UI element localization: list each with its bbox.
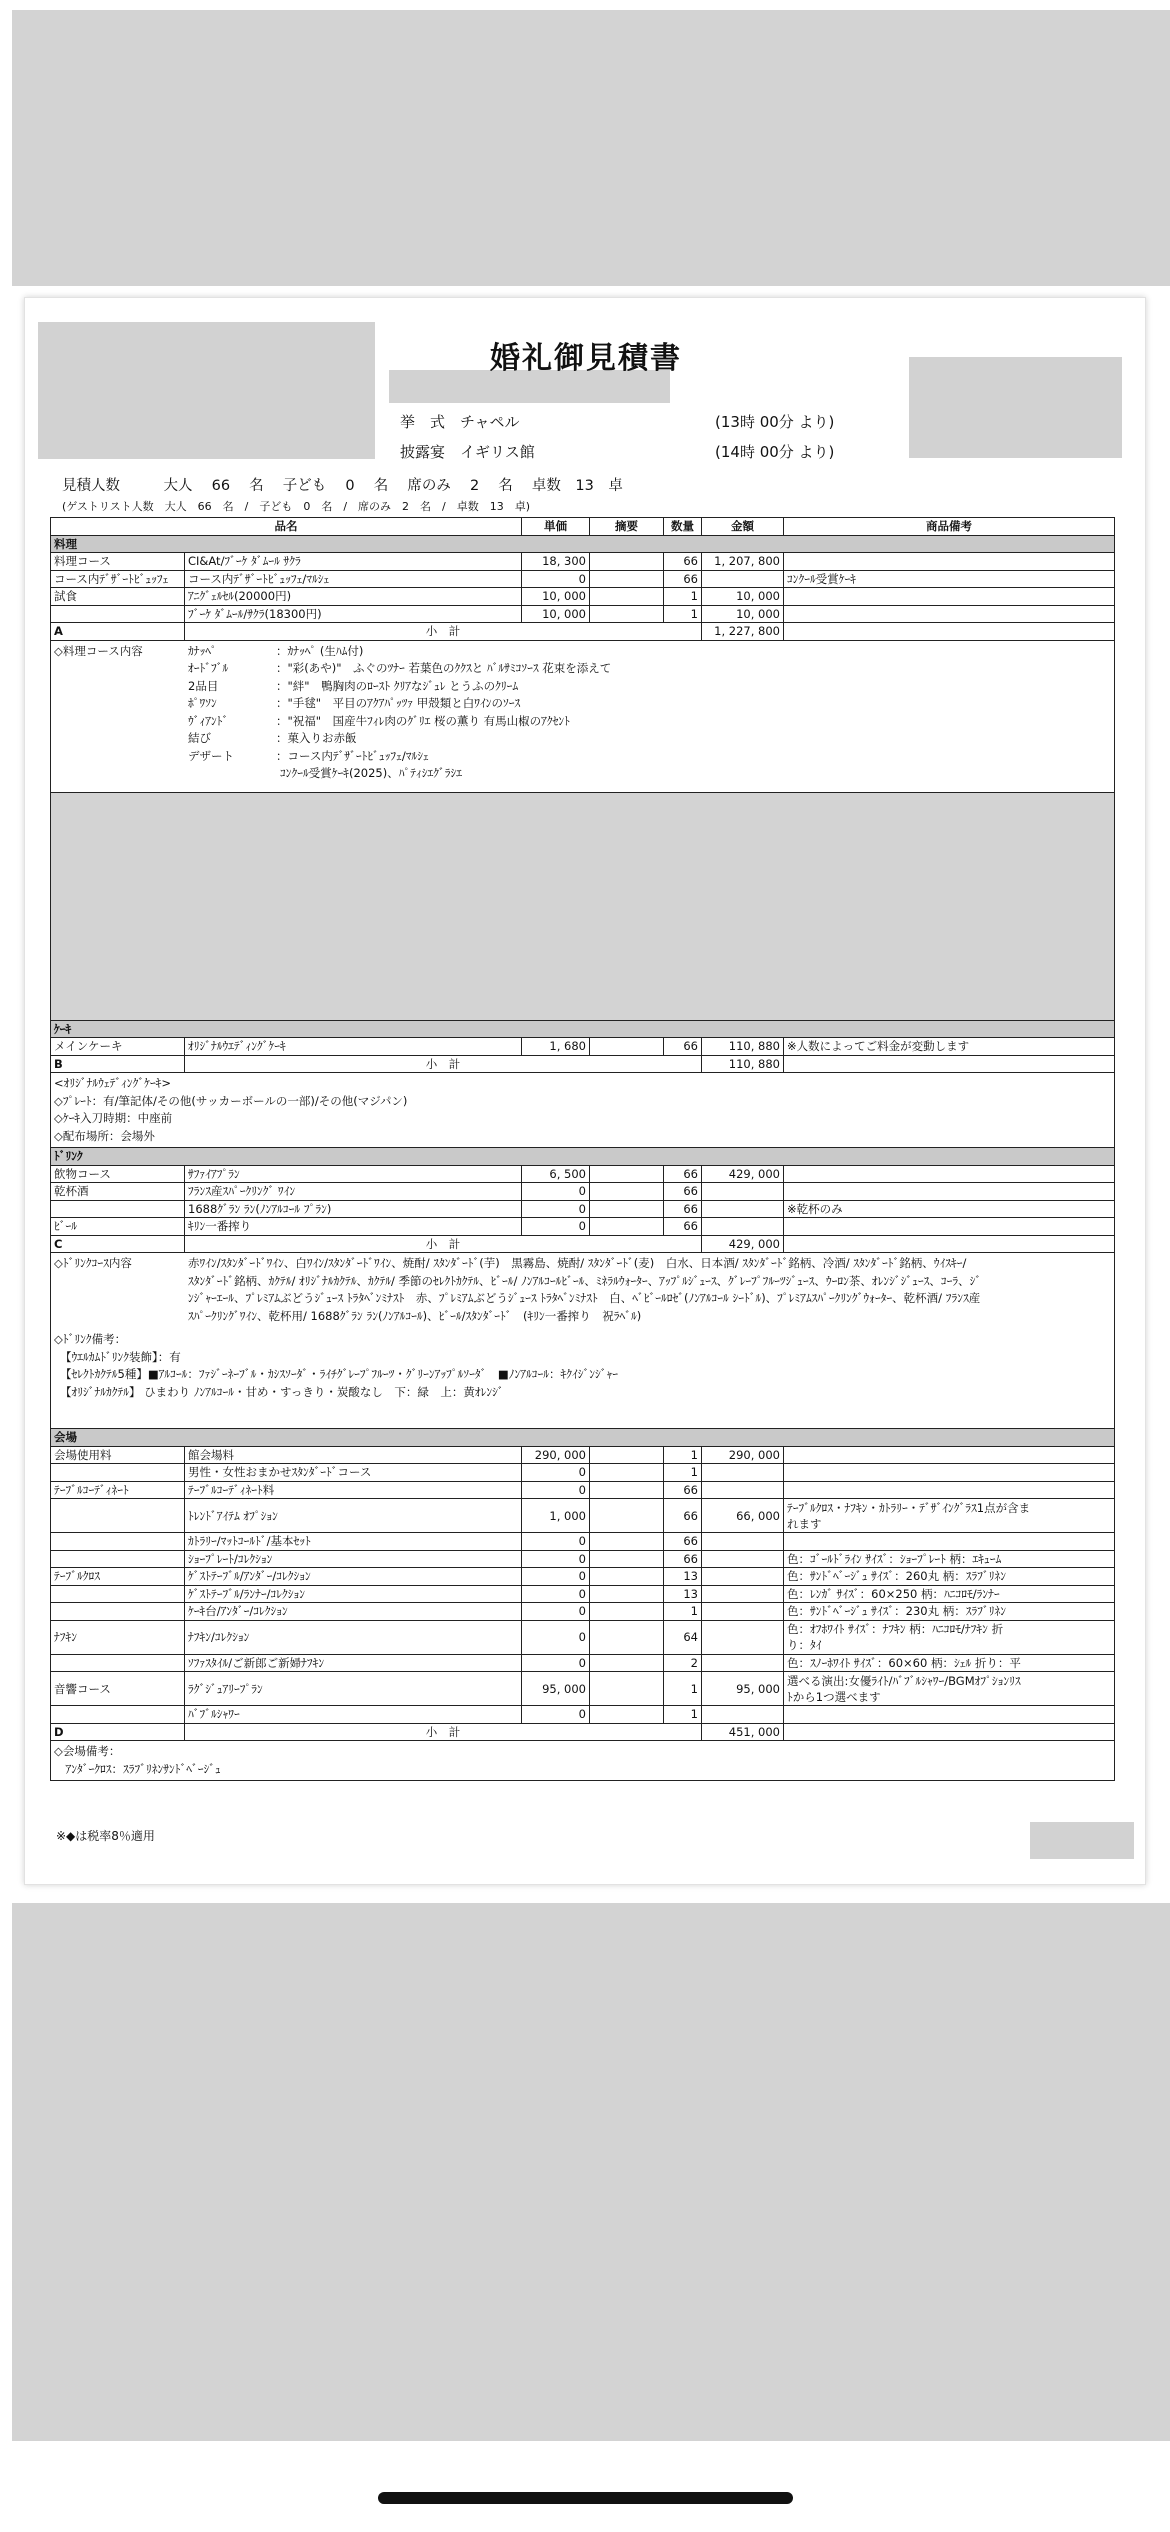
item-quantity: 1 (664, 1464, 702, 1482)
subtotal-row (51, 1235, 1115, 1253)
section-title: ｹｰｷ (51, 1020, 1115, 1038)
section-title: 会場 (51, 1429, 1115, 1447)
item-name: ﾌﾗﾝｽ産ｽﾊﾟｰｸﾘﾝｸﾞ ﾜｲﾝ (185, 1183, 522, 1201)
item-quantity: 66 (664, 1499, 702, 1533)
item-category: ﾃｰﾌﾞﾙｸﾛｽ (51, 1568, 185, 1586)
subtotal-letter: A (51, 623, 185, 641)
item-unit-price: 0 (522, 1706, 590, 1724)
table-row (51, 588, 1115, 606)
redacted-band (51, 792, 1115, 1020)
table-row (51, 1654, 1115, 1672)
document-title: 婚礼御見積書 (490, 341, 682, 376)
item-unit-price: 10, 000 (522, 605, 590, 623)
item-quantity: 66 (664, 1550, 702, 1568)
item-quantity: 66 (664, 1218, 702, 1236)
section-header (51, 1148, 1115, 1166)
redacted-bottom-area (12, 1903, 1170, 2441)
item-amount (702, 1200, 784, 1218)
course-note-label: ｳﾞｨｱﾝﾄﾞ (188, 713, 229, 728)
item-remarks (784, 1446, 1115, 1464)
item-unit-price: 0 (522, 1603, 590, 1621)
item-category (51, 1706, 185, 1724)
course-note-lead (54, 713, 188, 731)
item-amount: 110, 880 (702, 1038, 784, 1056)
item-unit-price: 0 (522, 1200, 590, 1218)
item-category: 飲物コース (51, 1165, 185, 1183)
item-unit-price: 0 (522, 1620, 590, 1654)
item-name: 1688ｸﾞﾗﾝ ﾗﾝ(ﾉﾝｱﾙｺｰﾙ ﾌﾟﾗﾝ) (185, 1200, 522, 1218)
course-note (54, 765, 1111, 783)
item-category (51, 605, 185, 623)
course-note-text: ：ｶﾅｯﾍﾟ (生ﾊﾑ付) (276, 643, 364, 658)
course-note (54, 643, 1111, 661)
column-header-price: 単価 (522, 518, 590, 536)
course-note-text: ："祝福" 国産牛ﾌｨﾚ肉のｸﾞﾘｴ 桜の薫り 有馬山椒のｱｸｾﾝﾄ (276, 713, 570, 728)
item-summary (590, 1038, 664, 1056)
subtotal-blank (784, 623, 1115, 641)
item-name: ｿﾌｧｽﾀｲﾙ/ご新郎ご新婦ﾅﾌｷﾝ (185, 1654, 522, 1672)
item-unit-price: 290, 000 (522, 1446, 590, 1464)
item-unit-price: 95, 000 (522, 1672, 590, 1706)
course-note-lead (54, 678, 188, 696)
item-name: ﾃｰﾌﾞﾙｺｰﾃﾞｨﾈｰﾄ料 (185, 1481, 522, 1499)
subtotal-letter: C (51, 1235, 185, 1253)
drink-note-text: ｽﾊﾟｰｸﾘﾝｸﾞﾜｲﾝ、乾杯用/ 1688ｸﾞﾗﾝ ﾗﾝ(ﾉﾝｱﾙｺｰﾙ)、ﾋﾞｰﾙ/ｽﾀﾝﾀﾞｰﾄﾞ (ｷﾘﾝ一番搾り 祝ﾗﾍﾞﾙ) (188, 1308, 642, 1323)
item-summary (590, 588, 664, 606)
item-remarks (784, 553, 1115, 571)
course-note-text: ："彩(あや)" ふぐのﾂﾅｰ 若葉色のｸｸｽと ﾊﾞﾙｻﾐｺｿｰｽ 花束を添えて (276, 661, 612, 675)
course-note-lead (54, 748, 188, 766)
item-category (51, 1550, 185, 1568)
redacted-stamp (909, 357, 1122, 458)
item-category: 乾杯酒 (51, 1183, 185, 1201)
course-note-lead (54, 765, 188, 783)
venue-note: ◇会場備考： (54, 1744, 121, 1758)
item-quantity: 1 (664, 605, 702, 623)
course-note-text: ｺﾝｸｰﾙ受賞ｹｰｷ(2025)、ﾊﾟﾃｨｼｴｸﾞﾗｼｴ (280, 766, 462, 780)
column-header-summary: 摘要 (590, 518, 664, 536)
reception-label: 披露宴 (400, 443, 446, 461)
column-header-name: 品名 (51, 518, 522, 536)
item-name: 館会場料 (185, 1446, 522, 1464)
table-row (51, 1499, 1115, 1533)
item-amount (702, 1706, 784, 1724)
drink-remark: 【ｳｴﾙｶﾑﾄﾞﾘﾝｸ装飾】：有 (60, 1349, 181, 1364)
drink-note (54, 1273, 1111, 1291)
course-note-lead (54, 730, 188, 748)
column-header-qty: 数量 (664, 518, 702, 536)
redacted-top-area (12, 10, 1170, 286)
course-note-lead (54, 695, 188, 713)
item-name: ｻﾌｧｲｱﾌﾟﾗﾝ (185, 1165, 522, 1183)
course-note (54, 748, 1111, 766)
column-header-amount: 金額 (702, 518, 784, 536)
venue-note: ｱﾝﾀﾞｰｸﾛｽ：ｽﾗﾌﾞﾘﾈﾝｻﾝﾄﾞﾍﾞｰｼﾞｭ (54, 1761, 221, 1776)
item-quantity: 1 (664, 1672, 702, 1706)
item-remarks: 色：ｽﾉｰﾎﾜｲﾄ ｻｲｽﾞ：60×60 柄：ｼｪﾙ 折り：平 (784, 1654, 1115, 1672)
drink-note (54, 1308, 1111, 1326)
course-notes-cell (51, 640, 1115, 792)
subtotal-label: 小 計 (185, 623, 702, 641)
table-row (51, 1550, 1115, 1568)
drink-notes-cell (51, 1253, 1115, 1429)
item-category: 料理コース (51, 553, 185, 571)
item-remarks (784, 1706, 1115, 1724)
course-note-label: ﾎﾟﾜｿﾝ (188, 696, 217, 710)
item-remarks (784, 1183, 1115, 1201)
item-quantity: 1 (664, 1706, 702, 1724)
course-note (54, 695, 1111, 713)
item-unit-price: 0 (522, 1533, 590, 1551)
course-note-text: ：コース内ﾃﾞｻﾞｰﾄﾋﾞｭｯﾌｪ/ﾏﾙｼｪ (276, 748, 429, 763)
item-unit-price: 0 (522, 1568, 590, 1586)
item-summary (590, 1464, 664, 1482)
item-summary (590, 553, 664, 571)
redacted-footer (1030, 1822, 1134, 1859)
item-summary (590, 1533, 664, 1551)
item-quantity: 66 (664, 1165, 702, 1183)
table-row (51, 1568, 1115, 1586)
item-category: ﾋﾞｰﾙ (51, 1218, 185, 1236)
section-header (51, 1429, 1115, 1447)
cake-note: <ｵﾘｼﾞﾅﾙｳｪﾃﾞｨﾝｸﾞｹｰｷ> (54, 1076, 172, 1090)
item-amount: 95, 000 (702, 1672, 784, 1706)
item-summary (590, 1183, 664, 1201)
item-remarks: ※人数によってご料金が変動します (784, 1038, 1115, 1056)
item-name: ﾌﾞｰｹ ﾀﾞﾑｰﾙ/ｻｸﾗ(18300円) (185, 605, 522, 623)
course-note (54, 713, 1111, 731)
item-name: ｹﾞｽﾄﾃｰﾌﾞﾙ/ﾗﾝﾅｰ/ｺﾚｸｼｮﾝ (185, 1585, 522, 1603)
subtotal-label: 小 計 (185, 1723, 702, 1741)
item-amount: 10, 000 (702, 588, 784, 606)
subtotal-row (51, 1055, 1115, 1073)
course-note-label: 結び (188, 731, 211, 745)
course-note (54, 678, 1111, 696)
item-remarks (784, 1533, 1115, 1551)
item-remarks: 色：ﾚﾝｶﾞ ｻｲｽﾞ：60×250 柄：ﾊﾆｺﾛﾓ/ﾗﾝﾅｰ (784, 1585, 1115, 1603)
item-unit-price: 6, 500 (522, 1165, 590, 1183)
item-summary (590, 1200, 664, 1218)
item-category (51, 1603, 185, 1621)
item-summary (590, 1165, 664, 1183)
table-row (51, 605, 1115, 623)
item-name: ｹｰｷ台/ｱﾝﾀﾞｰ/ｺﾚｸｼｮﾝ (185, 1603, 522, 1621)
item-category (51, 1654, 185, 1672)
item-amount (702, 1620, 784, 1654)
drink-note-lead (54, 1273, 188, 1291)
item-name: ｵﾘｼﾞﾅﾙｳｴﾃﾞｨﾝｸﾞｹｰｷ (185, 1038, 522, 1056)
table-row (51, 1620, 1115, 1654)
item-amount (702, 1654, 784, 1672)
item-amount (702, 1218, 784, 1236)
section-title: 料理 (51, 535, 1115, 553)
subtotal-blank (784, 1055, 1115, 1073)
item-amount (702, 1550, 784, 1568)
item-amount (702, 1533, 784, 1551)
table-row (51, 1165, 1115, 1183)
item-name: ﾄﾚﾝﾄﾞｱｲﾃﾑ ｵﾌﾟｼｮﾝ (185, 1499, 522, 1533)
item-summary (590, 1620, 664, 1654)
item-remarks (784, 588, 1115, 606)
drink-notes (51, 1253, 1115, 1429)
item-name: ｱﾆｸﾞｪﾙｾﾙ(20000円) (185, 588, 522, 606)
item-amount (702, 1183, 784, 1201)
item-amount: 66, 000 (702, 1499, 784, 1533)
item-unit-price: 0 (522, 1550, 590, 1568)
item-summary (590, 1550, 664, 1568)
table-row (51, 1706, 1115, 1724)
table-row (51, 1200, 1115, 1218)
item-amount: 10, 000 (702, 605, 784, 623)
item-remarks: 色：ｻﾝﾄﾞﾍﾞｰｼﾞｭ ｻｲｽﾞ：230丸 柄：ｽﾗﾌﾞﾘﾈﾝ (784, 1603, 1115, 1621)
table-row (51, 1603, 1115, 1621)
item-quantity: 66 (664, 1183, 702, 1201)
item-unit-price: 0 (522, 1654, 590, 1672)
item-summary (590, 1672, 664, 1706)
reception-time: (14時 00分 より) (715, 443, 835, 461)
item-remarks: 色：ｵﾌﾎﾜｲﾄ ｻｲｽﾞ：ﾅﾌｷﾝ 柄：ﾊﾆｺﾛﾓ/ﾅﾌｷﾝ 折 り：ﾀｲ (784, 1620, 1115, 1654)
venue-notes (51, 1741, 1115, 1781)
section-header (51, 1020, 1115, 1038)
drink-note-text: ｽﾀﾝﾀﾞｰﾄﾞ銘柄、ｶｸﾃﾙ/ ｵﾘｼﾞﾅﾙｶｸﾃﾙ、ｶｸﾃﾙ/ 季節のｾﾚｸﾄｶｸﾃﾙ、ﾋﾞｰﾙ/ ﾉﾝｱﾙｺｰﾙﾋﾞｰﾙ、ﾐﾈﾗﾙｳｫｰﾀｰ、ｱｯﾌﾟﾙｼﾞｭｰｽ、ｸﾞﾚｰﾌﾟﾌﾙｰﾂｼﾞｭｰｽ、ｳｰﾛﾝ茶、ｵﾚﾝｼﾞｼﾞｭｰｽ、ｺｰﾗ、ｼﾞ (188, 1273, 982, 1288)
item-name: ｼｮｰﾌﾟﾚｰﾄ/ｺﾚｸｼｮﾝ (185, 1550, 522, 1568)
item-amount (702, 1464, 784, 1482)
item-summary (590, 1446, 664, 1464)
subtotal-label: 小 計 (185, 1055, 702, 1073)
course-note (54, 660, 1111, 678)
subtotal-row (51, 1723, 1115, 1741)
drink-note (54, 1255, 1111, 1273)
drink-note-lead: ◇ﾄﾞﾘﾝｸｺｰｽ内容 (54, 1256, 132, 1270)
redacted-section (51, 792, 1115, 1020)
course-note (54, 730, 1111, 748)
table-row (51, 1585, 1115, 1603)
item-unit-price: 18, 300 (522, 553, 590, 571)
item-quantity: 66 (664, 1481, 702, 1499)
subtotal-amount: 110, 880 (702, 1055, 784, 1073)
course-note-text: ："手毬" 平目のｱｸｱﾊﾟｯﾂｧ 甲殻類と白ﾜｲﾝのｿｰｽ (276, 696, 521, 710)
drink-note-lead (54, 1290, 188, 1308)
item-quantity: 13 (664, 1585, 702, 1603)
item-unit-price: 0 (522, 1218, 590, 1236)
column-header-remarks: 商品備考 (784, 518, 1115, 536)
subtotal-amount: 429, 000 (702, 1235, 784, 1253)
item-category (51, 1499, 185, 1533)
item-quantity: 66 (664, 553, 702, 571)
item-amount (702, 1603, 784, 1621)
course-note-label: デザート (188, 748, 234, 763)
item-name: ﾅﾌｷﾝ/ｺﾚｸｼｮﾝ (185, 1620, 522, 1654)
item-quantity: 1 (664, 588, 702, 606)
table-row (51, 1533, 1115, 1551)
item-name: ｹﾞｽﾄﾃｰﾌﾞﾙ/ｱﾝﾀﾞｰ/ｺﾚｸｼｮﾝ (185, 1568, 522, 1586)
item-unit-price: 0 (522, 1183, 590, 1201)
item-unit-price: 1, 000 (522, 1499, 590, 1533)
item-remarks: 選べる演出:女優ﾗｲﾄ/ﾊﾞﾌﾞﾙｼｬﾜｰ/BGMｵﾌﾟｼｮﾝﾘｽ ﾄから1つ選べます (784, 1672, 1115, 1706)
item-summary (590, 1218, 664, 1236)
home-indicator[interactable] (378, 2492, 793, 2504)
drink-note-lead (54, 1308, 188, 1326)
section-header (51, 535, 1115, 553)
item-name: 男性・女性おまかせｽﾀﾝﾀﾞｰﾄﾞコース (185, 1464, 522, 1482)
reception-venue: イギリス館 (460, 443, 535, 461)
item-name: ﾊﾞﾌﾞﾙｼｬﾜｰ (185, 1706, 522, 1724)
item-remarks: ﾃｰﾌﾞﾙｸﾛｽ・ﾅﾌｷﾝ・ｶﾄﾗﾘｰ・ﾃﾞｻﾞｲﾝｸﾞﾗｽ1点が含ま れます (784, 1499, 1115, 1533)
subtotal-letter: D (51, 1723, 185, 1741)
tax-note: ※◆は税率8％適用 (56, 1829, 155, 1843)
cake-note: ◇ﾌﾟﾚｰﾄ：有/筆記体/その他(サッカーボールの一部)/その他(マジパン) (54, 1093, 408, 1108)
drink-note-text: 赤ﾜｲﾝ/ｽﾀﾝﾀﾞｰﾄﾞﾜｲﾝ、白ﾜｲﾝ/ｽﾀﾝﾀﾞｰﾄﾞﾜｲﾝ、焼酎/ ｽﾀﾝﾀﾞｰﾄﾞ(芋) 黒霧島、焼酎/ ｽﾀﾝﾀﾞｰﾄﾞ(麦) 白水、日本酒/ ｽﾀﾝﾀﾞｰﾄﾞ銘柄、冷酒/ ｽﾀﾝﾀﾞｰﾄﾞ銘柄、ｳｲｽｷｰ/ (188, 1256, 967, 1270)
subtotal-amount: 451, 000 (702, 1723, 784, 1741)
table-header (51, 518, 1115, 536)
item-category: コース内ﾃﾞｻﾞｰﾄﾋﾞｭｯﾌｪ (51, 570, 185, 588)
cake-note: ◇ｹｰｷ入刀時期：中座前 (54, 1111, 173, 1125)
item-quantity: 2 (664, 1654, 702, 1672)
subtotal-amount: 1, 227, 800 (702, 623, 784, 641)
subtotal-row (51, 623, 1115, 641)
item-remarks: ｺﾝｸｰﾙ受賞ｹｰｷ (784, 570, 1115, 588)
item-quantity: 66 (664, 1038, 702, 1056)
drink-remark: ◇ﾄﾞﾘﾝｸ備考： (54, 1332, 127, 1346)
estimate-table (50, 517, 1115, 1781)
item-remarks (784, 1218, 1115, 1236)
course-note-label (188, 765, 276, 783)
drink-note (54, 1290, 1111, 1308)
item-category: ﾅﾌｷﾝ (51, 1620, 185, 1654)
item-remarks (784, 1464, 1115, 1482)
drink-remark: 【ｵﾘｼﾞﾅﾙｶｸﾃﾙ】 ひまわり ﾉﾝｱﾙｺｰﾙ・甘め・すっきり・炭酸なし 下：緑 上：黄ｵﾚﾝｼﾞ (60, 1384, 504, 1399)
item-unit-price: 0 (522, 1481, 590, 1499)
item-amount (702, 1568, 784, 1586)
subtotal-letter: B (51, 1055, 185, 1073)
item-remarks (784, 1165, 1115, 1183)
item-summary (590, 1568, 664, 1586)
course-notes (51, 640, 1115, 792)
course-note-label: ｶﾅｯﾍﾟ (188, 643, 217, 658)
table-row (51, 1218, 1115, 1236)
item-summary (590, 605, 664, 623)
course-note-text: ：菓入りお赤飯 (276, 731, 357, 745)
table-row (51, 1481, 1115, 1499)
venue-notes-cell (51, 1741, 1115, 1781)
item-summary (590, 1585, 664, 1603)
cake-note: ◇配布場所：会場外 (54, 1128, 155, 1143)
drink-note-text: ﾝｼﾞｬｰｴｰﾙ、ﾌﾟﾚﾐｱﾑぶどうｼﾞｭｰｽ ﾄﾗﾀﾍﾞﾝﾐﾅｽﾄ 赤、ﾌﾟﾚﾐｱﾑぶどうｼﾞｭｰｽ ﾄﾗﾀﾍﾞﾝﾐﾅｽﾄ 白、ﾍﾞﾋﾞｰﾙﾛｾﾞ(ﾉﾝｱﾙｺｰﾙ ｼｰﾄﾞﾙ)、ﾌﾟﾚﾐｱﾑｽﾊﾟｰｸﾘﾝｸﾞｳｫｰﾀｰ、乾杯酒/ ﾌﾗﾝｽ産 (188, 1291, 981, 1305)
ceremony-venue: チャペル (460, 413, 520, 431)
cake-notes (51, 1073, 1115, 1148)
item-category: 音響コース (51, 1672, 185, 1706)
table-row (51, 1464, 1115, 1482)
headcount-summary: 見積人数 大人 66 名 子ども 0 名 席のみ 2 名 卓数 13 卓 (62, 478, 623, 494)
item-name: ｷﾘﾝ一番搾り (185, 1218, 522, 1236)
ceremony-label: 挙 式 (400, 413, 446, 431)
subtotal-blank (784, 1723, 1115, 1741)
item-remarks (784, 605, 1115, 623)
item-category: 試食 (51, 588, 185, 606)
item-summary (590, 1603, 664, 1621)
item-remarks: ※乾杯のみ (784, 1200, 1115, 1218)
item-name: CI&At/ﾌﾞｰｹ ﾀﾞﾑｰﾙ ｻｸﾗ (185, 553, 522, 571)
item-quantity: 66 (664, 1533, 702, 1551)
item-summary (590, 1499, 664, 1533)
item-quantity: 66 (664, 1200, 702, 1218)
item-category: 会場使用料 (51, 1446, 185, 1464)
course-note-label: 2品目 (188, 678, 219, 693)
item-category: ﾃｰﾌﾞﾙｺｰﾃﾞｨﾈｰﾄ (51, 1481, 185, 1499)
course-note-lead (54, 660, 188, 678)
guestlist-summary: (ゲストリスト人数 大人 66 名 / 子ども 0 名 / 席のみ 2 名 / 卓数 13 卓) (62, 500, 531, 513)
table-row (51, 570, 1115, 588)
item-summary (590, 1654, 664, 1672)
redacted-logo (38, 322, 375, 459)
table-row (51, 1446, 1115, 1464)
item-unit-price: 0 (522, 1464, 590, 1482)
item-quantity: 1 (664, 1446, 702, 1464)
subtotal-label: 小 計 (185, 1235, 702, 1253)
ceremony-time: (13時 00分 より) (715, 413, 835, 431)
item-unit-price: 0 (522, 570, 590, 588)
course-note-lead: ◇料理コース内容 (54, 643, 143, 658)
item-amount: 429, 000 (702, 1165, 784, 1183)
table-row (51, 553, 1115, 571)
item-category: メインケーキ (51, 1038, 185, 1056)
item-category (51, 1585, 185, 1603)
item-quantity: 1 (664, 1603, 702, 1621)
item-category (51, 1200, 185, 1218)
item-amount (702, 1585, 784, 1603)
item-name: ｶﾄﾗﾘｰ/ﾏｯﾄｺｰﾙﾄﾞ/基本ｾｯﾄ (185, 1533, 522, 1551)
item-name: ﾗｸﾞｼﾞｭｱﾘｰﾌﾟﾗﾝ (185, 1672, 522, 1706)
subtotal-blank (784, 1235, 1115, 1253)
table-row (51, 1038, 1115, 1056)
section-title: ﾄﾞﾘﾝｸ (51, 1148, 1115, 1166)
item-unit-price: 0 (522, 1585, 590, 1603)
item-name: コース内ﾃﾞｻﾞｰﾄﾋﾞｭｯﾌｪ/ﾏﾙｼｪ (185, 570, 522, 588)
item-amount (702, 570, 784, 588)
item-amount (702, 1481, 784, 1499)
cake-notes-cell (51, 1073, 1115, 1148)
item-quantity: 66 (664, 570, 702, 588)
item-quantity: 64 (664, 1620, 702, 1654)
drink-remark: 【ｾﾚｸﾄｶｸﾃﾙ5種】■ｱﾙｺｰﾙ：ﾌｧｼﾞｰﾈｰﾌﾞﾙ・ｶｼｽｿｰﾀﾞ・ﾗｲﾁｸﾞﾚｰﾌﾟﾌﾙｰﾂ・ｸﾞﾘｰﾝｱｯﾌﾟﾙｿｰﾀﾞ ■ﾉﾝｱﾙｺｰﾙ：ｷｸｲｼﾞﾝｼﾞｬｰ (60, 1367, 619, 1381)
item-quantity: 13 (664, 1568, 702, 1586)
item-category (51, 1533, 185, 1551)
item-unit-price: 1, 680 (522, 1038, 590, 1056)
item-amount: 1, 207, 800 (702, 553, 784, 571)
course-note-label: ｵｰﾄﾞﾌﾞﾙ (188, 661, 229, 675)
item-category (51, 1464, 185, 1482)
item-summary (590, 1481, 664, 1499)
item-summary (590, 1706, 664, 1724)
item-unit-price: 10, 000 (522, 588, 590, 606)
item-summary (590, 570, 664, 588)
item-remarks: 色：ｻﾝﾄﾞﾍﾞｰｼﾞｭ ｻｲｽﾞ：260丸 柄：ｽﾗﾌﾞﾘﾈﾝ (784, 1568, 1115, 1586)
table-row (51, 1183, 1115, 1201)
table-row (51, 1672, 1115, 1706)
item-remarks: 色：ｺﾞｰﾙﾄﾞﾗｲﾝ ｻｲｽﾞ：ｼｮｰﾌﾟﾚｰﾄ 柄：ｴｷｭｰﾑ (784, 1550, 1115, 1568)
course-note-text: ："絆" 鴨胸肉のﾛｰｽﾄ ｸﾘｱなｼﾞｭﾚ とうふのｸﾘｰﾑ (276, 678, 519, 693)
item-remarks (784, 1481, 1115, 1499)
item-amount: 290, 000 (702, 1446, 784, 1464)
